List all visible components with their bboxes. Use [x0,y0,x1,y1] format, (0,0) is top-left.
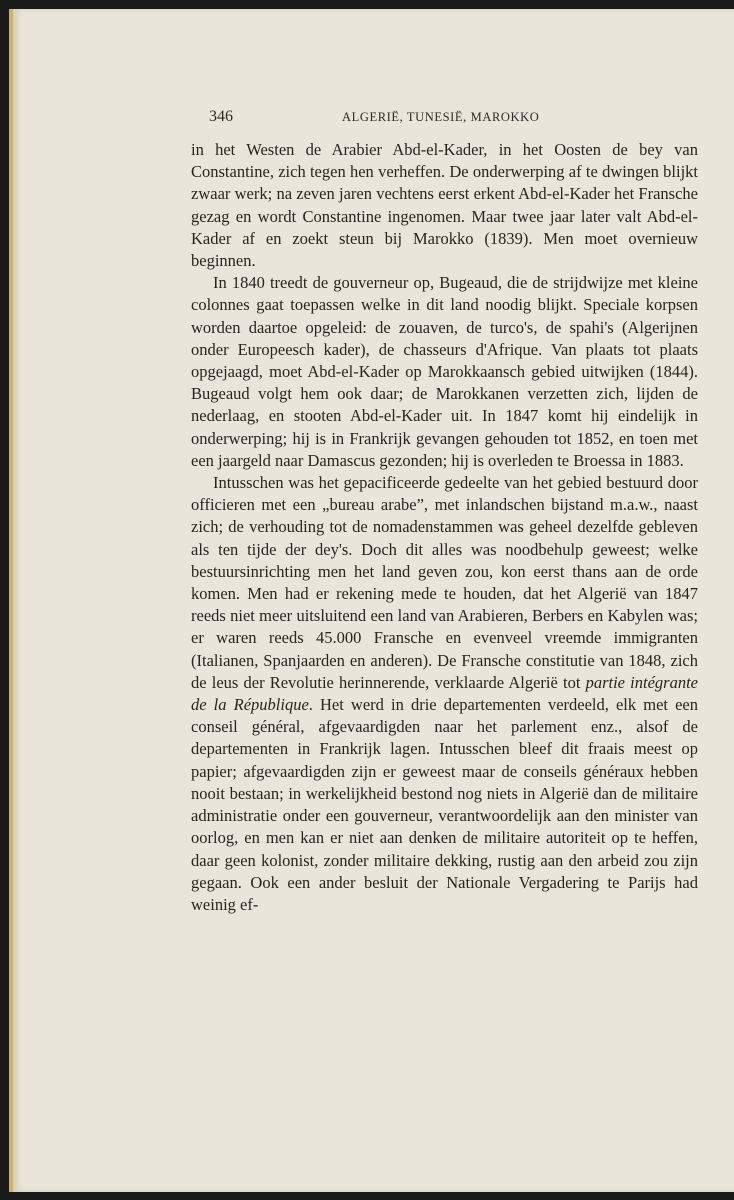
paragraph-3 [191,472,698,916]
running-title: ALGERIË, TUNESIË, MAROKKO [342,110,540,124]
paragraph-1-text: in het Westen de Arabier Abd-el-Kader, in het Oosten de bey van Constantine, zich tegen hen verheffen. De onderwerping af te dwingen blijkt zwaar werk; na zeven jaren vechtens eerst erkent Abd-el-Kader het Fransche gezag en wordt Constantine ingenomen. Maar twee jaar later valt Abd-el-Kader af en zoekt steun bij Marokko (1839). Men moet overnieuw beginnen. [191,140,698,271]
paragraph-2 [191,272,698,472]
paragraph-3-text-before: Intusschen was het gepacificeerde gedeelte van het gebied bestuurd door officieren met een „bureau arabe”, met inlandschen bijstand m.a.w., naast zich; de verhouding tot de nomadenstammen was geheel dezelfde gebleven als ten tijde der dey's. Doch dit alles was noodbehulp geweest; welke bestuursinrichting men het land geven zou, kon eerst thans aan de orde komen. Men had er rekening mede te houden, dat het Algerië van 1847 reeds niet meer uitsluitend een land van Arabieren, Berbers en Kabylen was; er waren reeds 45.000 Fransche en evenveel vreemde immigranten (Italianen, Spanjaarden en anderen). De Fransche constitutie van 1848, zich de leus der Revolutie herinnerende, verklaarde Algerië tot [191,473,698,692]
body-text [191,139,698,916]
paragraph-1 [191,139,698,272]
paragraph-3-italic-phrase: partie intégrante de la République [191,672,698,715]
page-header [209,108,707,128]
paragraph-3-text-after: . Het werd in drie departementen verdeeld, elk met een conseil général, afgevaardigden naar het parlement enz., alsof de departementen in Frankrijk lagen. Intusschen bleef dit fraais meest op papier; afgevaardigden zijn er geweest maar de conseils généraux hebben nooit bestaan; in werkelijkheid bestond nog niets in Algerië dan de militaire administratie onder een gouverneur, verantwoordelijk aan den minister van oorlog, en men kan er niet aan denken de militaire autoriteit op te heffen, daar geen kolonist, zonder militaire dekking, rustig aan den arbeid zou zijn gegaan. Ook een ander besluit der Nationale Vergadering te Parijs had weinig ef- [191,695,698,914]
page-number: 346 [209,108,233,125]
paragraph-2-text: In 1840 treedt de gouverneur op, Bugeaud, die de strijdwijze met kleine colonnes gaat toepassen welke in dit land noodig blijkt. Speciale korpsen worden daartoe opgeleid: de zouaven, de turco's, de spahi's (Algerijnen onder Europeesch kader), de chasseurs d'Afrique. Van plaats tot plaats opgejaagd, moet Abd-el-Kader op Marokkaansch gebied uitwijken (1844). Bugeaud volgt hem ook daar; de Marokkanen verzetten zich, lijden de nederlaag, en stooten Abd-el-Kader uit. In 1847 komt hij eindelijk in onderwerping; hij is in Frankrijk gevangen gehouden tot 1852, en toen met een jaargeld naar Damascus gezonden; hij is overleden te Broessa in 1883. [191,273,698,470]
